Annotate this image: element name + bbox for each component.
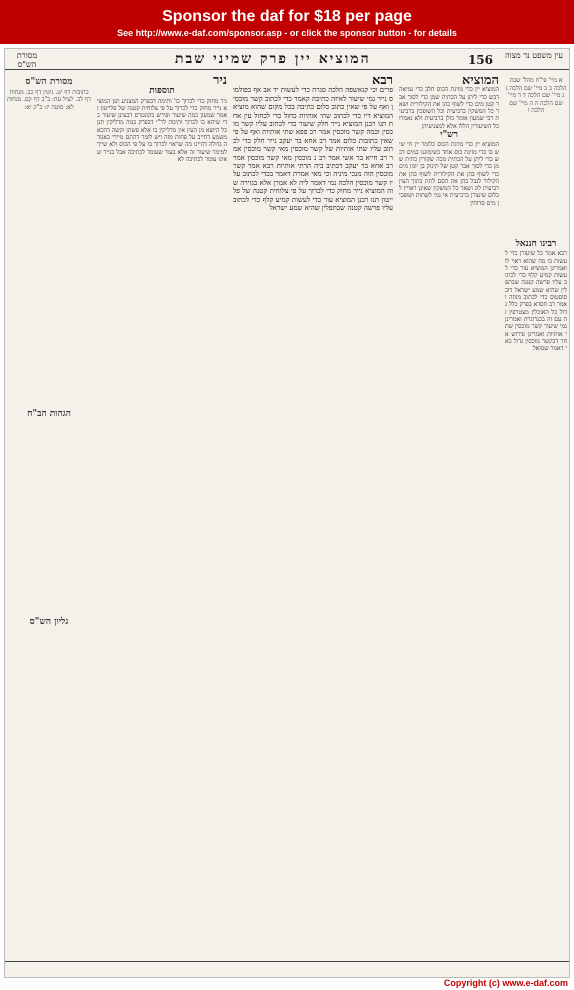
gemara-column [233, 77, 393, 957]
tosafot-text: ניר מחוק כדי לכרוך כו' ותימה דבפרק המצניע תנן המוציא נייר מחוק כדי לכרוך על פי צלוחית קטנה של פלייטון ואמר שמעון כמה שיעור ופירש בקונטרס דבעינן שיעור כדי שיהא בו לכרוך ותימה לר"י דבפרק במה מדליקין תנן כל היוצא מן העץ אין מדליקין בו אלא פשתן וקשה דהכא משמע דחייב על פחות מזה ויש לומר דהתם מיירי באגודה גדולה דהיינו מה שראוי לכרוך בו על פי הכוס ולא שייך למימר שיעור זה אלא בעור שעומד לכתיבה אבל בנייר שאינו עומד לכתיבה לא [97, 97, 227, 163]
mishna-start-word: המוציא [461, 77, 499, 88]
rashi-label: רש"י [440, 130, 458, 141]
ein-mishpat-heading: עין משפט נר מצוה [505, 51, 563, 60]
sponsor-title[interactable]: Sponsor the daf for $18 per page [162, 8, 412, 25]
footer-rule [5, 961, 569, 962]
copyright-link[interactable]: Copyright (c) www.e-daf.com [443, 978, 568, 988]
masoret-margin [7, 77, 91, 957]
gemara-start-word: רבא [372, 77, 393, 88]
page-number: 156 [467, 53, 493, 67]
header-rule [5, 69, 569, 70]
gemara-text: פרים וכי קנאשפה הלכה סגרה כדי לעשות יד אב אף בפולמוס נייר נמי שיעור לאיזה כתיבה קאמר כדי לכתוב קשר מוכסין ואף על פי שאין כתוב כלום כתיבה בכל מקום שהוא מוציא המוציא דיו כדי לכתוב שתי אותיות כחול כדי לכחול עין אחת תנו רבנן המוציא נייר חלק שיעור כדי לכתוב עליו קשר מוכסין וכמה קשר מוכסין אמר רב פפא שתי אותיות ואף על פי שאין כתובות כלום אמר רב אחא בר יעקב נייר חלק כדי לכתוב עליו שתי אותיות של קשר מוכסין מאי קשר מוכסין אמר רב חייא בר אשי אמר רב נ מוכסין מאי קשר מוכסין אמר רב אחא בר יעקב דכתיב ביה תרתי אותיות רבא אמר קשר מוכסין הוה מנכי מיניה וכי מאי אמרת דאמר בכדי לכתוב עליו קשר מוכסין הלכה נמי דאמר ליה לא אמרן אלא בגזירה שוה המוציא נייר מחוק כדי לכרוך על פי צלוחית קטנה של פלייטון תנו רבנן המוציא עור כדי לעשות קמיע קלף כדי לכתוב עליו פרשה קטנה שבתפלין שהיא שמע ישראל [233, 86, 393, 213]
hagahot-label: הגהות הב"ח [27, 409, 71, 419]
tosafot-label: תוספות [149, 86, 175, 97]
gilyon-label: גליון הש"ס [29, 616, 69, 627]
rashi-column [399, 77, 499, 957]
chapter-title: המוציא יין פרק שמיני שבת [175, 51, 371, 67]
ein-mishpat-text: א מיי' פי"ח מהל' שבת הלכה ב ב מיי' שם הלכה ג ג מיי' שם הלכה ד ד מיי' שם הלכה ה ה מיי' שם הלכה ו [505, 77, 567, 114]
mishna-text: המוציא יין כדי מזיגת הכוס חלב כדי גמיאה דבש כדי ליתן על הכתית שמן כדי לסוך אבר קטן מים כדי לשוף בהן את הקילורית ושאר כל המשקין ברביעית וכל השופכין ברביעית רבי שמעון אומר כולן ברביעית ולא נאמרו כל השיעורין הללו אלא למצניעיהן [399, 86, 499, 130]
rashi-text: המוציא יין כדי מזיגת הכוס כלומר יין חי שיש בו כדי מזיגת כוס אחד כשימזגנו במים דבש כדי ליתן על הכתית מכה שקורין כתית שמן כדי לסוך אבר קטן של תינוק בן יומו מים כדי לשוף בהן את הקילורית לשוף בהן את הקילור לגבל בהן את הסם לתת בתוך העין רביעית לוג ושאר כל המשקין שאינן ראויין לכלום שיעורן ברביעית אי נמי לשתות ושופכין מים סרוחין [399, 141, 499, 207]
tosafot-column [97, 77, 227, 957]
rabbenu-chananel-label: רבינו חננאל [515, 239, 557, 249]
sponsor-subtitle[interactable]: See http://www.e-daf.com/sponsor.asp - or click the sponsor button - for details [117, 28, 457, 38]
tosafot-start-word: ניר [212, 77, 227, 88]
talmud-page [4, 48, 570, 978]
rabbenu-chananel-text: רבא אמר כל שיעורן כדי לעשות בו מה שהוא ראוי לו ואמרינן המוציא עור כדי לעשות קמיע קלף כדי לכתוב עליו פרשה קטנה שבתפלין שהיא שמע ישראל דוכסוסטוס כדי לכתוב מזוזה ואמר רב חסדא בפרק כלל גדול כל האוכלין מצטרפין זה עם זה בכגרוגרת ואמרינן נמי שיעור קשר מוכסין שתי אותיות ואמרינן פירוש אחר דבקשר מוכסין גדול כאי דאמר שמואל [505, 250, 567, 353]
masoret-heading: מסורת הש"ס [16, 51, 38, 69]
masoret-label: מסורת הש"ס [25, 77, 73, 87]
sponsor-banner[interactable] [0, 0, 574, 44]
rabbenu-chananel-column [505, 239, 567, 959]
ein-mishpat-margin [505, 77, 567, 227]
masoret-text: כתובות דף יט. גיטין דף כב. מנחות דף לב. לעיל עח: ב"ב דף קס. מנחות לא: סוטה יז: ב"ק יא: [7, 88, 91, 111]
